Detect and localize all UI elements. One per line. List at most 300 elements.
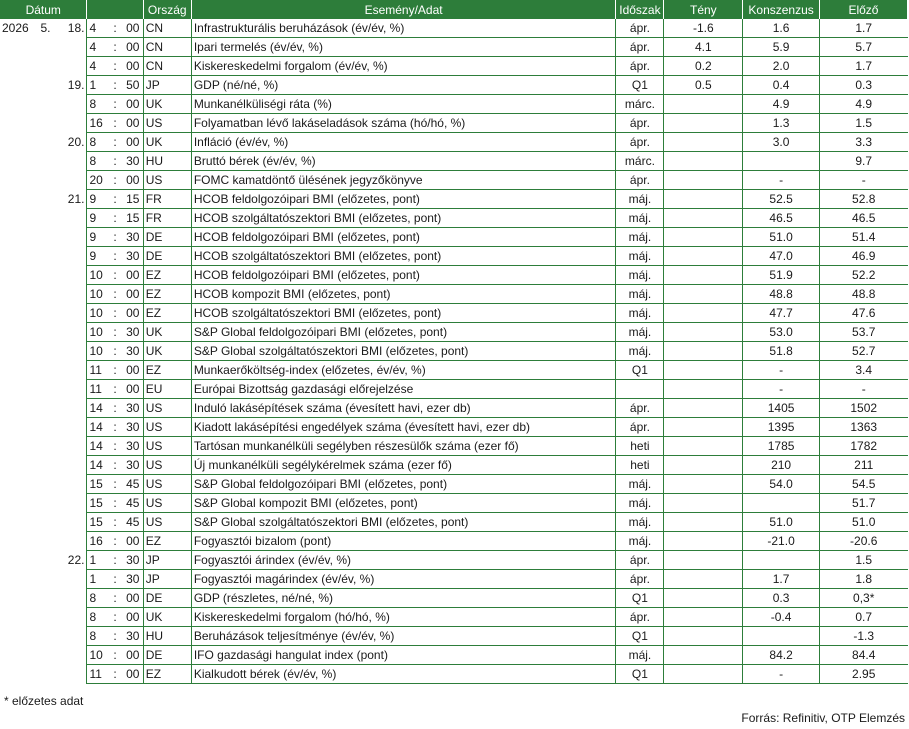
cell-event: IFO gazdasági hangulat index (pont) <box>191 646 616 665</box>
cell-actual <box>664 361 743 380</box>
table-row <box>0 627 908 646</box>
cell-day <box>53 152 87 171</box>
cell-actual: 0.2 <box>664 57 743 76</box>
cell-month <box>38 589 53 608</box>
cell-previous: 5.7 <box>819 38 907 57</box>
cell-month <box>38 665 53 684</box>
cell-previous: 51.4 <box>819 228 907 247</box>
table-row <box>0 589 908 608</box>
cell-time-separator: : <box>107 380 122 399</box>
cell-country: US <box>143 418 191 437</box>
cell-consensus: 51.9 <box>743 266 820 285</box>
cell-period: ápr. <box>616 418 664 437</box>
cell-country: EU <box>143 380 191 399</box>
cell-hour: 10 <box>87 646 107 665</box>
cell-day <box>53 304 87 323</box>
cell-year <box>0 494 38 513</box>
cell-hour: 4 <box>87 57 107 76</box>
cell-day <box>53 589 87 608</box>
cell-time-separator: : <box>107 190 122 209</box>
col-header-period: Időszak <box>616 0 664 19</box>
cell-time-separator: : <box>107 418 122 437</box>
cell-event: HCOB szolgáltatószektori BMI (előzetes, pont) <box>191 247 616 266</box>
cell-minute: 00 <box>123 133 143 152</box>
table-row <box>0 152 908 171</box>
cell-year <box>0 209 38 228</box>
table-row <box>0 418 908 437</box>
cell-previous: - <box>819 171 907 190</box>
cell-minute: 30 <box>123 437 143 456</box>
table-row <box>0 171 908 190</box>
cell-period: ápr. <box>616 38 664 57</box>
cell-minute: 00 <box>123 608 143 627</box>
cell-month <box>38 475 53 494</box>
cell-period: heti <box>616 456 664 475</box>
cell-period: máj. <box>616 323 664 342</box>
cell-previous: 4.9 <box>819 95 907 114</box>
cell-month <box>38 380 53 399</box>
cell-period: ápr. <box>616 57 664 76</box>
cell-month <box>38 209 53 228</box>
cell-hour: 9 <box>87 228 107 247</box>
cell-year <box>0 266 38 285</box>
cell-hour: 8 <box>87 152 107 171</box>
cell-minute: 45 <box>123 513 143 532</box>
table-row <box>0 304 908 323</box>
cell-month <box>38 228 53 247</box>
cell-consensus: 52.5 <box>743 190 820 209</box>
cell-hour: 10 <box>87 266 107 285</box>
cell-country: US <box>143 456 191 475</box>
cell-period: máj. <box>616 532 664 551</box>
cell-time-separator: : <box>107 304 122 323</box>
cell-event: GDP (részletes, né/né, %) <box>191 589 616 608</box>
cell-period: Q1 <box>616 76 664 95</box>
cell-country: US <box>143 114 191 133</box>
cell-country: EZ <box>143 532 191 551</box>
cell-hour: 14 <box>87 437 107 456</box>
cell-hour: 1 <box>87 551 107 570</box>
table-row <box>0 456 908 475</box>
cell-country: US <box>143 437 191 456</box>
cell-actual <box>664 418 743 437</box>
cell-event: S&P Global kompozit BMI (előzetes, pont) <box>191 494 616 513</box>
cell-month <box>38 399 53 418</box>
cell-year <box>0 304 38 323</box>
cell-time-separator: : <box>107 551 122 570</box>
cell-minute: 30 <box>123 323 143 342</box>
cell-day <box>53 323 87 342</box>
cell-period: máj. <box>616 285 664 304</box>
cell-year <box>0 323 38 342</box>
cell-minute: 00 <box>123 38 143 57</box>
cell-consensus: 54.0 <box>743 475 820 494</box>
cell-month <box>38 38 53 57</box>
cell-consensus: 51.0 <box>743 228 820 247</box>
cell-year <box>0 380 38 399</box>
cell-country: EZ <box>143 665 191 684</box>
cell-actual <box>664 551 743 570</box>
cell-period: márc. <box>616 152 664 171</box>
cell-year <box>0 285 38 304</box>
cell-previous: 52.8 <box>819 190 907 209</box>
col-header-time <box>87 0 143 19</box>
cell-previous: 48.8 <box>819 285 907 304</box>
cell-year <box>0 361 38 380</box>
cell-year <box>0 570 38 589</box>
cell-country: CN <box>143 19 191 38</box>
cell-day <box>53 361 87 380</box>
cell-previous: 3.3 <box>819 133 907 152</box>
cell-day <box>53 266 87 285</box>
cell-previous: 51.0 <box>819 513 907 532</box>
cell-period: máj. <box>616 247 664 266</box>
cell-period: ápr. <box>616 114 664 133</box>
cell-period: máj. <box>616 228 664 247</box>
cell-previous: 84.4 <box>819 646 907 665</box>
table-row <box>0 38 908 57</box>
cell-minute: 45 <box>123 494 143 513</box>
cell-month <box>38 190 53 209</box>
cell-minute: 30 <box>123 627 143 646</box>
cell-actual <box>664 209 743 228</box>
table-row <box>0 190 908 209</box>
cell-hour: 8 <box>87 608 107 627</box>
cell-day <box>53 38 87 57</box>
cell-consensus: 2.0 <box>743 57 820 76</box>
header-row <box>0 0 908 19</box>
cell-country: US <box>143 513 191 532</box>
cell-event: Fogyasztói bizalom (pont) <box>191 532 616 551</box>
cell-period: máj. <box>616 475 664 494</box>
cell-minute: 45 <box>123 475 143 494</box>
cell-month <box>38 627 53 646</box>
cell-time-separator: : <box>107 285 122 304</box>
cell-country: CN <box>143 38 191 57</box>
cell-previous: 52.2 <box>819 266 907 285</box>
cell-consensus: 1405 <box>743 399 820 418</box>
cell-consensus <box>743 494 820 513</box>
cell-previous: 1502 <box>819 399 907 418</box>
cell-event: HCOB feldolgozóipari BMI (előzetes, pont) <box>191 228 616 247</box>
cell-country: EZ <box>143 266 191 285</box>
cell-event: S&P Global feldolgozóipari BMI (előzetes, pont) <box>191 323 616 342</box>
cell-month <box>38 513 53 532</box>
cell-hour: 14 <box>87 399 107 418</box>
col-header-consensus: Konszenzus <box>743 0 820 19</box>
cell-consensus: - <box>743 171 820 190</box>
cell-day <box>53 665 87 684</box>
cell-year <box>0 38 38 57</box>
cell-minute: 30 <box>123 247 143 266</box>
cell-time-separator: : <box>107 95 122 114</box>
table-row <box>0 532 908 551</box>
cell-actual <box>664 380 743 399</box>
cell-month <box>38 114 53 133</box>
col-header-previous: Előző <box>819 0 907 19</box>
cell-period: heti <box>616 437 664 456</box>
table-row <box>0 570 908 589</box>
cell-month <box>38 532 53 551</box>
cell-minute: 30 <box>123 418 143 437</box>
cell-day <box>53 646 87 665</box>
cell-day: 21. <box>53 190 87 209</box>
cell-year <box>0 437 38 456</box>
table-row <box>0 57 908 76</box>
cell-event: Kiadott lakásépítési engedélyek száma (évesített havi, ezer db) <box>191 418 616 437</box>
cell-period: máj. <box>616 342 664 361</box>
cell-year <box>0 171 38 190</box>
cell-event: Induló lakásépítések száma (évesített havi, ezer db) <box>191 399 616 418</box>
cell-actual: 4.1 <box>664 38 743 57</box>
cell-time-separator: : <box>107 627 122 646</box>
cell-period: máj. <box>616 646 664 665</box>
cell-event: Fogyasztói magárindex (év/év, %) <box>191 570 616 589</box>
cell-consensus <box>743 152 820 171</box>
cell-country: EZ <box>143 285 191 304</box>
cell-previous: -20.6 <box>819 532 907 551</box>
cell-period <box>616 380 664 399</box>
cell-day <box>53 627 87 646</box>
cell-time-separator: : <box>107 133 122 152</box>
cell-country: JP <box>143 570 191 589</box>
cell-consensus: 210 <box>743 456 820 475</box>
cell-consensus: 0.4 <box>743 76 820 95</box>
cell-country: EZ <box>143 304 191 323</box>
cell-minute: 00 <box>123 19 143 38</box>
cell-year <box>0 114 38 133</box>
cell-consensus: 1.3 <box>743 114 820 133</box>
table-row <box>0 513 908 532</box>
cell-country: HU <box>143 627 191 646</box>
cell-event: Infrastrukturális beruházások (év/év, %) <box>191 19 616 38</box>
cell-actual <box>664 532 743 551</box>
cell-month <box>38 304 53 323</box>
cell-day <box>53 494 87 513</box>
cell-time-separator: : <box>107 209 122 228</box>
cell-country: HU <box>143 152 191 171</box>
cell-previous: 1.8 <box>819 570 907 589</box>
cell-consensus: 48.8 <box>743 285 820 304</box>
cell-previous: 47.6 <box>819 304 907 323</box>
cell-time-separator: : <box>107 513 122 532</box>
cell-time-separator: : <box>107 19 122 38</box>
cell-hour: 9 <box>87 190 107 209</box>
table-row <box>0 285 908 304</box>
cell-month <box>38 133 53 152</box>
cell-time-separator: : <box>107 589 122 608</box>
cell-actual <box>664 570 743 589</box>
cell-previous: 1363 <box>819 418 907 437</box>
table-row <box>0 323 908 342</box>
cell-year <box>0 342 38 361</box>
cell-country: UK <box>143 342 191 361</box>
cell-previous: 1.7 <box>819 57 907 76</box>
cell-month: 5. <box>40 21 51 36</box>
cell-hour: 15 <box>87 475 107 494</box>
cell-consensus: 51.8 <box>743 342 820 361</box>
cell-actual <box>664 494 743 513</box>
cell-previous: 0.3 <box>819 76 907 95</box>
cell-event: Kialkudott bérek (év/év, %) <box>191 665 616 684</box>
cell-previous: 52.7 <box>819 342 907 361</box>
cell-month <box>38 152 53 171</box>
cell-previous: 3.4 <box>819 361 907 380</box>
cell-previous: 1.5 <box>819 551 907 570</box>
cell-year <box>0 57 38 76</box>
cell-month <box>38 266 53 285</box>
table-row <box>0 228 908 247</box>
cell-month <box>38 171 53 190</box>
cell-month <box>38 57 53 76</box>
cell-minute: 15 <box>123 190 143 209</box>
cell-actual <box>664 608 743 627</box>
cell-event: Kiskereskedelmi forgalom (hó/hó, %) <box>191 608 616 627</box>
cell-event: S&P Global szolgáltatószektori BMI (előzetes, pont) <box>191 342 616 361</box>
cell-period: máj. <box>616 266 664 285</box>
cell-month <box>38 608 53 627</box>
cell-actual <box>664 114 743 133</box>
cell-event: HCOB feldolgozóipari BMI (előzetes, pont) <box>191 190 616 209</box>
cell-hour: 14 <box>87 418 107 437</box>
cell-year: 2026 <box>2 21 29 36</box>
cell-time-separator: : <box>107 76 122 95</box>
cell-minute: 00 <box>123 114 143 133</box>
cell-time-separator: : <box>107 57 122 76</box>
cell-hour: 11 <box>87 361 107 380</box>
cell-consensus: 1.7 <box>743 570 820 589</box>
cell-month <box>38 285 53 304</box>
cell-day <box>53 342 87 361</box>
cell-consensus: 0.3 <box>743 589 820 608</box>
cell-actual: 0.5 <box>664 76 743 95</box>
cell-day <box>53 399 87 418</box>
cell-minute: 30 <box>123 551 143 570</box>
cell-previous: 2.95 <box>819 665 907 684</box>
cell-actual <box>664 228 743 247</box>
cell-day <box>53 608 87 627</box>
cell-year <box>0 418 38 437</box>
cell-consensus: -0.4 <box>743 608 820 627</box>
cell-consensus: 1395 <box>743 418 820 437</box>
cell-time-separator: : <box>107 532 122 551</box>
cell-period: ápr. <box>616 551 664 570</box>
cell-previous: - <box>819 380 907 399</box>
cell-event: Munkanélküliségi ráta (%) <box>191 95 616 114</box>
cell-month <box>38 361 53 380</box>
table-row <box>0 494 908 513</box>
cell-day <box>53 570 87 589</box>
cell-country: UK <box>143 323 191 342</box>
cell-hour: 1 <box>87 76 107 95</box>
table-row <box>0 95 908 114</box>
cell-day <box>53 247 87 266</box>
table-row <box>0 114 908 133</box>
cell-consensus: 1785 <box>743 437 820 456</box>
table-row <box>0 19 908 38</box>
cell-hour: 1 <box>87 570 107 589</box>
cell-country: FR <box>143 209 191 228</box>
cell-country: DE <box>143 228 191 247</box>
cell-country: UK <box>143 133 191 152</box>
cell-consensus: - <box>743 380 820 399</box>
cell-country: JP <box>143 76 191 95</box>
cell-hour: 11 <box>87 665 107 684</box>
cell-actual <box>664 513 743 532</box>
cell-actual <box>664 95 743 114</box>
cell-consensus: 46.5 <box>743 209 820 228</box>
cell-day: 19. <box>53 76 87 95</box>
cell-country: US <box>143 494 191 513</box>
cell-year <box>0 152 38 171</box>
cell-minute: 00 <box>123 304 143 323</box>
col-header-country: Ország <box>143 0 191 19</box>
cell-time-separator: : <box>107 608 122 627</box>
cell-day <box>53 171 87 190</box>
cell-actual <box>664 627 743 646</box>
cell-hour: 14 <box>87 456 107 475</box>
cell-previous: 1782 <box>819 437 907 456</box>
col-header-actual: Tény <box>664 0 743 19</box>
cell-hour: 10 <box>87 342 107 361</box>
cell-day: 18. <box>53 19 87 38</box>
cell-event: Fogyasztói árindex (év/év, %) <box>191 551 616 570</box>
cell-previous: 46.5 <box>819 209 907 228</box>
cell-period: máj. <box>616 494 664 513</box>
cell-actual <box>664 323 743 342</box>
source-note: Forrás: Refinitiv, OTP Elemzés <box>741 711 905 725</box>
cell-country: EZ <box>143 361 191 380</box>
col-header-event: Esemény/Adat <box>191 0 616 19</box>
cell-year <box>0 665 38 684</box>
cell-time-separator: : <box>107 570 122 589</box>
cell-actual <box>664 437 743 456</box>
cell-period: ápr. <box>616 171 664 190</box>
cell-event: Bruttó bérek (év/év, %) <box>191 152 616 171</box>
table-row <box>0 342 908 361</box>
cell-event: HCOB kompozit BMI (előzetes, pont) <box>191 285 616 304</box>
cell-event: HCOB feldolgozóipari BMI (előzetes, pont) <box>191 266 616 285</box>
cell-month <box>38 342 53 361</box>
cell-minute: 00 <box>123 171 143 190</box>
cell-month <box>38 551 53 570</box>
cell-previous: 1.5 <box>819 114 907 133</box>
cell-day <box>53 380 87 399</box>
cell-consensus: 53.0 <box>743 323 820 342</box>
cell-year <box>0 646 38 665</box>
cell-actual <box>664 304 743 323</box>
cell-year <box>0 76 38 95</box>
cell-period: Q1 <box>616 627 664 646</box>
cell-actual <box>664 589 743 608</box>
cell-time-separator: : <box>107 475 122 494</box>
cell-day <box>53 57 87 76</box>
cell-time-separator: : <box>107 228 122 247</box>
cell-month <box>38 76 53 95</box>
cell-hour: 8 <box>87 133 107 152</box>
cell-actual <box>664 646 743 665</box>
cell-minute: 00 <box>123 646 143 665</box>
cell-hour: 10 <box>87 304 107 323</box>
cell-minute: 00 <box>123 532 143 551</box>
cell-actual <box>664 285 743 304</box>
table-row <box>0 551 908 570</box>
cell-time-separator: : <box>107 152 122 171</box>
cell-event: GDP (né/né, %) <box>191 76 616 95</box>
cell-country: UK <box>143 608 191 627</box>
cell-actual: -1.6 <box>664 19 743 38</box>
cell-consensus: 3.0 <box>743 133 820 152</box>
